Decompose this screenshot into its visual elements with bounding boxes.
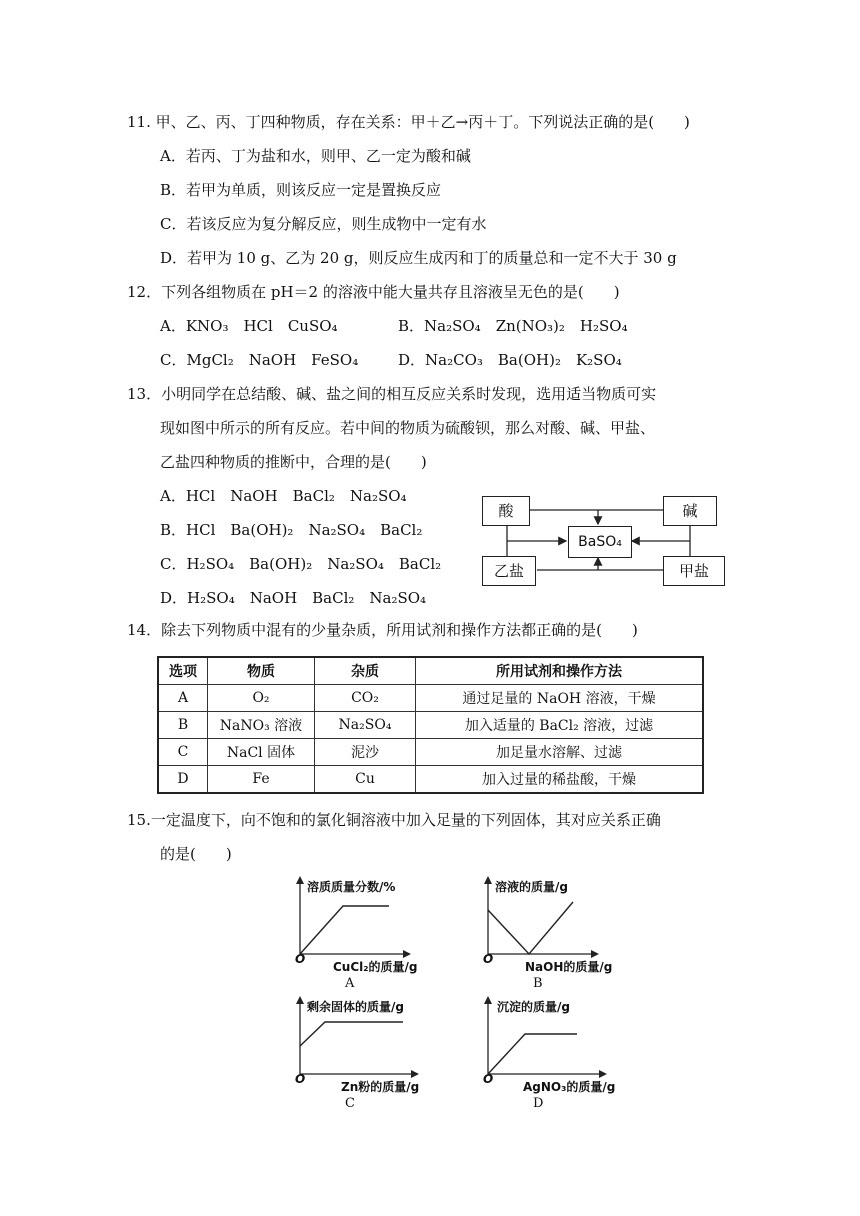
graph-a-caption: A <box>345 976 355 991</box>
q13-option-c: C．H₂SO₄ Ba(OH)₂ Na₂SO₄ BaCl₂ <box>160 555 442 573</box>
cell-method: 加足量水溶解、过滤 <box>416 739 704 766</box>
table-row <box>158 685 703 712</box>
box-base: 碱 <box>663 496 717 526</box>
q11-stem: 11. 甲、乙、丙、丁四种物质，存在关系：甲＋乙→丙＋丁。下列说法正确的是( ) <box>127 113 690 131</box>
graph-a-curve <box>300 906 389 954</box>
graph-d-xlabel: AgNO₃的质量/g <box>523 1080 616 1094</box>
cell-substance: NaNO₃ 溶液 <box>208 712 315 739</box>
cell-method: 加入适量的 BaCl₂ 溶液，过滤 <box>416 712 704 739</box>
graph-b-caption: B <box>533 976 543 991</box>
cell-impurity: 泥沙 <box>315 739 416 766</box>
graph-a-ylabel: 溶质质量分数/% <box>307 880 396 894</box>
cell-impurity: Na₂SO₄ <box>315 712 416 739</box>
graph-b-ylabel: 溶液的质量/g <box>495 880 568 894</box>
table-header-row <box>158 657 703 685</box>
graph-c-curve <box>300 1022 403 1046</box>
graph-c-origin: O <box>295 1072 306 1086</box>
q12-stem: 12．下列各组物质在 pH＝2 的溶液中能大量共存且溶液呈无色的是( ) <box>127 283 620 301</box>
cell-substance: NaCl 固体 <box>208 739 315 766</box>
box-salt-a: 甲盐 <box>663 556 725 586</box>
graph-b-xlabel: NaOH的质量/g <box>525 960 613 974</box>
box-center: BaSO₄ <box>568 526 632 558</box>
table-row <box>158 739 703 766</box>
graph-d-curve <box>488 1034 577 1074</box>
graph-a-xlabel: CuCl₂的质量/g <box>333 960 418 974</box>
graph-a <box>285 874 418 996</box>
q12-option-c: C．MgCl₂ NaOH FeSO₄ <box>160 351 359 369</box>
box-salt-b: 乙盐 <box>482 556 536 586</box>
graph-c <box>285 994 425 1116</box>
q13-option-d: D．H₂SO₄ NaOH BaCl₂ Na₂SO₄ <box>160 589 427 607</box>
cell-option: B <box>158 712 208 739</box>
q14-stem: 14．除去下列物质中混有的少量杂质，所用试剂和操作方法都正确的是( ) <box>127 621 638 639</box>
cell-option: C <box>158 739 208 766</box>
q15-stem-1: 15.一定温度下，向不饱和的氯化铜溶液中加入足量的下列固体，其对应关系正确 <box>127 811 661 829</box>
cell-method: 通过足量的 NaOH 溶液，干燥 <box>416 685 704 712</box>
graph-a-origin: O <box>295 952 306 966</box>
header-substance: 物质 <box>208 657 315 685</box>
cell-option: A <box>158 685 208 712</box>
q13-option-a: A．HCl NaOH BaCl₂ Na₂SO₄ <box>160 487 407 505</box>
q11-option-d: D．若甲为 10 g、乙为 20 g，则反应生成丙和丁的质量总和一定不大于 30 g <box>160 249 677 267</box>
q12-option-b: B．Na₂SO₄ Zn(NO₃)₂ H₂SO₄ <box>398 317 628 335</box>
q12-option-a: A．KNO₃ HCl CuSO₄ <box>160 317 338 335</box>
q11-option-c: C．若该反应为复分解反应，则生成物中一定有水 <box>160 215 487 233</box>
graph-d-ylabel: 沉淀的质量/g <box>497 1000 570 1014</box>
q15-stem-2: 的是( ) <box>160 845 232 863</box>
purification-table <box>157 656 704 794</box>
cell-substance: O₂ <box>208 685 315 712</box>
q11-option-a: A．若丙、丁为盐和水，则甲、乙一定为酸和碱 <box>160 147 471 165</box>
reaction-diagram <box>480 494 730 586</box>
graph-b-origin: O <box>483 952 494 966</box>
graph-c-ylabel: 剩余固体的质量/g <box>307 1000 404 1014</box>
table-row <box>158 766 703 794</box>
cell-impurity: Cu <box>315 766 416 794</box>
q13-option-b: B．HCl Ba(OH)₂ Na₂SO₄ BaCl₂ <box>160 521 423 539</box>
header-option: 选项 <box>158 657 208 685</box>
cell-substance: Fe <box>208 766 315 794</box>
graph-d-origin: O <box>483 1072 494 1086</box>
cell-impurity: CO₂ <box>315 685 416 712</box>
graph-c-xlabel: Zn粉的质量/g <box>341 1080 420 1094</box>
q13-stem-2: 现如图中所示的所有反应。若中间的物质为硫酸钡，那么对酸、碱、甲盐、 <box>160 419 656 437</box>
q11-option-b: B．若甲为单质，则该反应一定是置换反应 <box>160 181 442 199</box>
graph-b-curve <box>488 902 573 954</box>
q13-stem-1: 13．小明同学在总结酸、碱、盐之间的相互反应关系时发现，选用适当物质可实 <box>127 385 657 403</box>
graph-d-caption: D <box>533 1096 544 1111</box>
q13-stem-3: 乙盐四种物质的推断中，合理的是( ) <box>160 453 427 471</box>
header-impurity: 杂质 <box>315 657 416 685</box>
graph-d <box>475 994 615 1116</box>
table-row <box>158 712 703 739</box>
q12-option-d: D．Na₂CO₃ Ba(OH)₂ K₂SO₄ <box>398 351 622 369</box>
graph-c-caption: C <box>345 1096 355 1111</box>
graph-b <box>475 874 613 996</box>
cell-option: D <box>158 766 208 794</box>
cell-method: 加入过量的稀盐酸，干燥 <box>416 766 704 794</box>
box-acid: 酸 <box>482 496 530 526</box>
header-method: 所用试剂和操作方法 <box>416 657 704 685</box>
